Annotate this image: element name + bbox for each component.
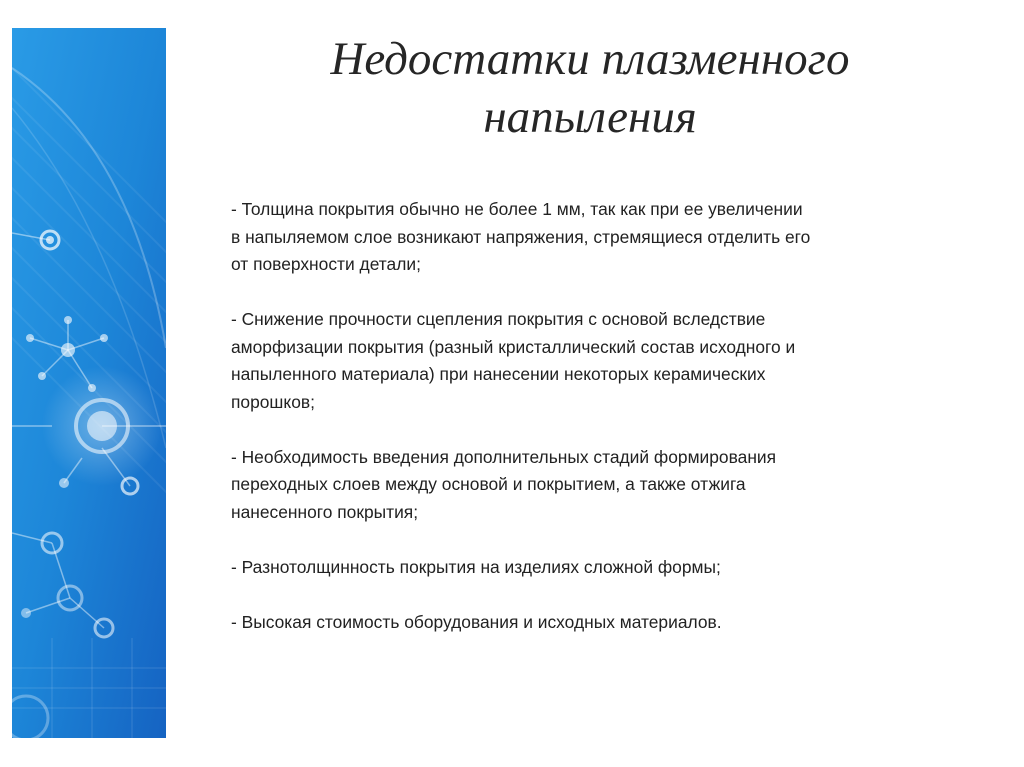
list-item: - Снижение прочности сцепления покрытия с основой вследствие аморфизации покрытия (разный кристаллический состав исходного и напыленного материала) при нанесении некоторых керамических порошков; xyxy=(231,309,796,412)
list-item: - Необходимость введения дополнительных стадий формирования переходных слоев между основой и покрытием, а также отжига нанесенного покрытия; xyxy=(231,446,777,522)
list-item: - Толщина покрытия обычно не более 1 мм, так как при ее увеличении в напыляемом слое возникают напряжения, стремящиеся отделить его от поверхности детали; xyxy=(231,199,811,274)
slide-title-line-2: напыления xyxy=(483,91,697,143)
slide-title xyxy=(200,30,980,146)
slide-title-line-1: Недостатки плазменного xyxy=(330,33,850,85)
drawbacks-list xyxy=(231,196,931,664)
list-item: - Разнотолщинность покрытия на изделиях сложной формы; xyxy=(231,556,721,577)
decorative-molecule-band-image xyxy=(12,28,166,738)
list-item: - Высокая стоимость оборудования и исходных материалов. xyxy=(231,611,722,632)
